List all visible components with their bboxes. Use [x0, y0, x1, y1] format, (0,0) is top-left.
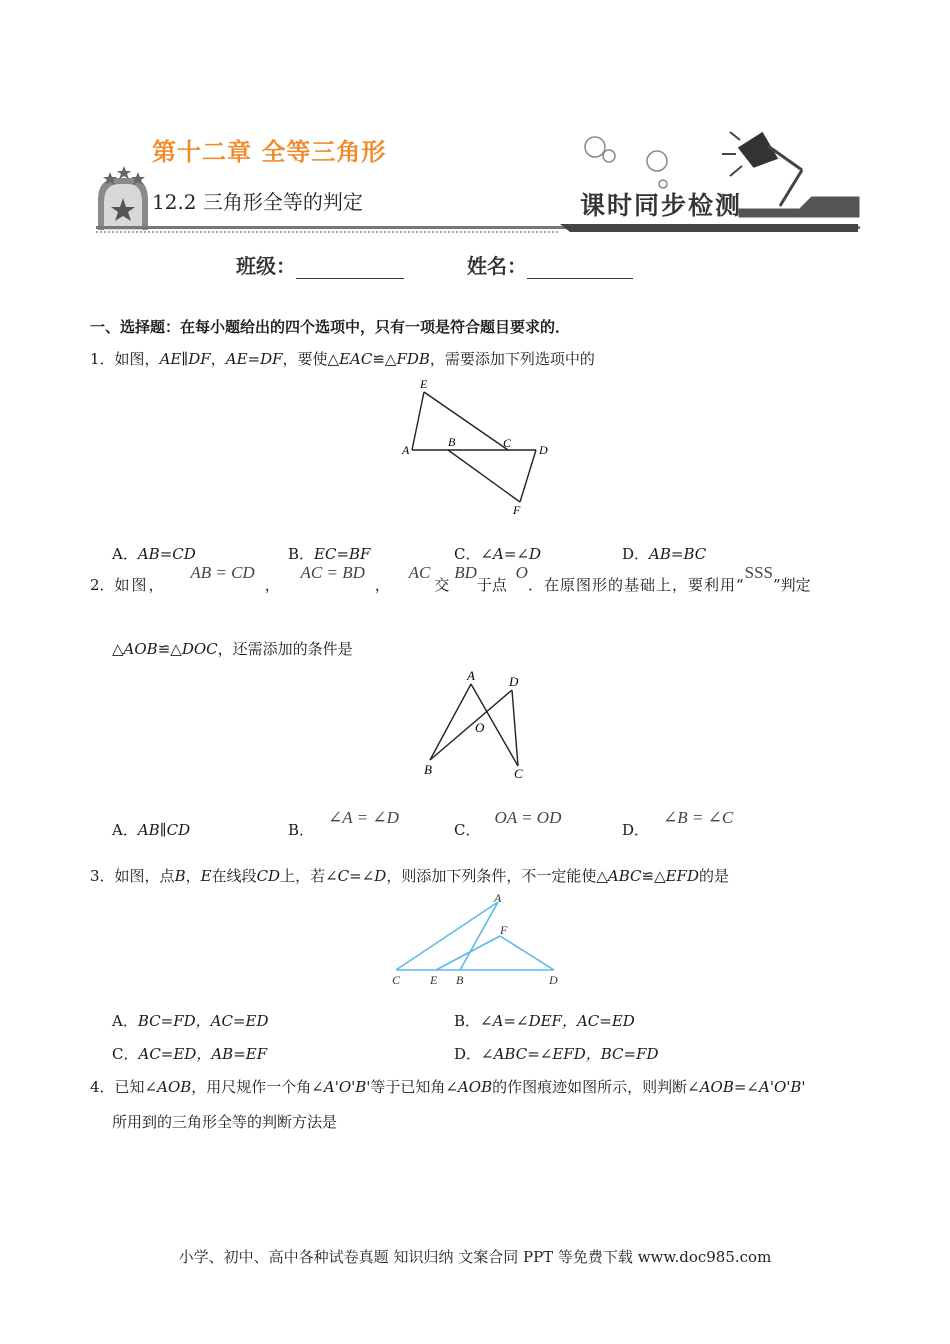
- q1-option-a[interactable]: A．AB=CD: [112, 545, 196, 563]
- section-title: 12.2 三角形全等的判定: [152, 190, 363, 214]
- segment-ea: [412, 392, 424, 450]
- q1-option-d[interactable]: D．AB=BC: [622, 545, 707, 563]
- segment-df: [520, 450, 536, 502]
- q2-option-b[interactable]: B．∠A = ∠D: [288, 808, 399, 839]
- question-2-stem: 2．如图， AB = CD， AC = BD， AC交 BD于点 O．在原图形的基础上，要利用“SSS”判定: [90, 563, 811, 594]
- class-blank[interactable]: [296, 258, 404, 279]
- label-d: D: [509, 674, 519, 689]
- question-4-stem-line2: 所用到的三角形全等的判断方法是: [112, 1113, 338, 1131]
- segment-ab: [460, 902, 498, 970]
- label-f: F: [513, 503, 521, 517]
- label-c: C: [392, 973, 401, 987]
- name-field: [467, 250, 633, 279]
- segment-ca: [396, 902, 498, 970]
- label-c: C: [503, 436, 512, 450]
- desk-lamp-icon: [722, 132, 858, 216]
- segment-ef: [436, 936, 500, 970]
- name-label: 姓名：: [467, 254, 527, 278]
- question-2-stem-line2: △AOB≌△DOC，还需添加的条件是: [112, 640, 353, 658]
- label-d: D: [539, 443, 548, 457]
- label-c: C: [514, 766, 523, 781]
- label-a: A: [467, 668, 475, 683]
- segment-bf: [448, 450, 520, 502]
- q3-option-a[interactable]: A．BC=FD，AC=ED: [112, 1012, 269, 1030]
- question-2-figure: [416, 666, 536, 786]
- segment-ab: [430, 684, 471, 760]
- label-b: B: [424, 762, 432, 777]
- q2-option-d[interactable]: D．∠B = ∠C: [622, 808, 734, 839]
- chapter-title: 第十二章 全等三角形: [152, 138, 387, 166]
- label-f: F: [500, 923, 508, 937]
- question-1-stem: 1．如图，AE∥DF，AE=DF，要使△EAC≌△FDB，需要添加下列选项中的: [90, 350, 595, 368]
- label-b: B: [456, 973, 464, 987]
- label-a: A: [402, 443, 410, 457]
- q3-option-c[interactable]: C．AC=ED，AB=EF: [112, 1045, 268, 1063]
- segment-ec: [424, 392, 508, 450]
- q2-option-a[interactable]: A．AB∥CD: [112, 821, 191, 839]
- tagline: 课时同步检测: [580, 191, 743, 220]
- section-instruction: 一、选择题：在每小题给出的四个选项中，只有一项是符合题目要求的．: [90, 318, 571, 336]
- star-badge-icon: [98, 166, 148, 230]
- class-label: 班级：: [236, 254, 296, 278]
- label-a: A: [494, 891, 502, 905]
- label-d: D: [549, 973, 558, 987]
- label-o: O: [475, 720, 485, 735]
- segment-fd: [500, 936, 554, 970]
- segment-bd: [430, 690, 512, 760]
- q3-option-b[interactable]: B．∠A=∠DEF，AC=ED: [454, 1012, 635, 1030]
- q2-option-c[interactable]: C．OA = OD: [454, 808, 562, 839]
- question-3-stem: 3．如图，点B，E在线段CD上，若∠C=∠D，则添加下列条件，不一定能使△ABC≌△EFD的是: [90, 867, 730, 885]
- label-e: E: [420, 377, 428, 391]
- question-4-stem: 4．已知∠AOB，用尺规作一个角∠A'O'B'等于已知角∠AOB的作图痕迹如图所示，则判断∠AOB=∠A'O'B': [90, 1078, 806, 1096]
- q3-option-d[interactable]: D．∠ABC=∠EFD，BC=FD: [454, 1045, 659, 1063]
- question-1-figure: [396, 374, 556, 518]
- bubbles-decoration: [585, 137, 667, 188]
- page-footer: 小学、初中、高中各种试卷真题 知识归纳 文案合同 PPT 等免费下载 www.doc985.com: [178, 1248, 772, 1266]
- segment-dc: [512, 690, 518, 766]
- label-e: E: [430, 973, 438, 987]
- label-b: B: [448, 435, 456, 449]
- name-blank[interactable]: [527, 258, 633, 279]
- class-field: [236, 250, 404, 279]
- q1-option-b[interactable]: B．EC=BF: [288, 545, 371, 563]
- q1-option-c[interactable]: C．∠A=∠D: [454, 545, 542, 563]
- question-3-figure: [386, 890, 566, 994]
